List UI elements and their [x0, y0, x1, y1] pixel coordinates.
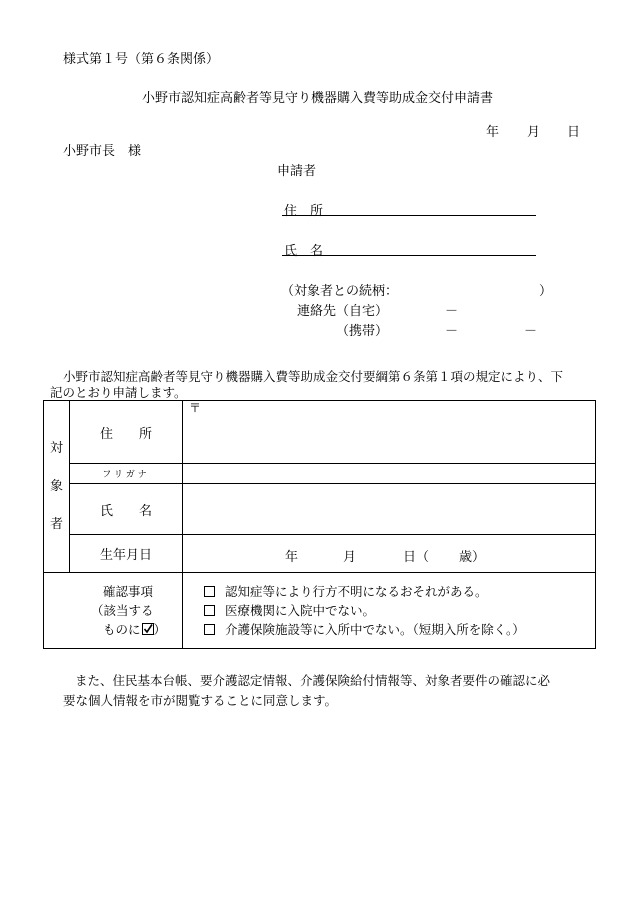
birth-day: 日（	[403, 550, 430, 565]
confirm-item-3-text: 介護保険施設等に入所中でない。（短期入所を除く。）	[225, 622, 525, 637]
date-month: 月	[527, 125, 541, 140]
contact-mobile-label: （携帯）	[336, 324, 389, 339]
contact-home-dash: －	[445, 304, 459, 319]
relation-label[interactable]: （対象者との続柄：	[281, 284, 399, 299]
confirm-label-line-3	[84, 620, 182, 639]
target-address-field[interactable]	[183, 401, 596, 464]
applicant-address-label[interactable]: 住 所	[284, 204, 324, 219]
consent-line-1: また、住民基本台帳、要介護認定情報、介護保険給付情報等、対象者要件の確認に必	[75, 673, 551, 688]
consent-line-2: 要な個人情報を市が閲覧することに同意します。	[63, 693, 338, 708]
birth-month: 月	[343, 550, 357, 565]
confirm-label	[44, 573, 183, 649]
target-name-field[interactable]	[183, 484, 596, 535]
confirm-label-line-1: 確認事項	[103, 584, 154, 599]
postal-mark: 〒	[189, 401, 202, 415]
document-title: 小野市認知症高齢者等見守り機器購入費等助成金交付申請書	[142, 91, 494, 106]
contact-mobile-dash-2: －	[524, 324, 538, 339]
applicant-heading: 申請者	[277, 164, 317, 179]
checked-box-icon	[142, 623, 154, 635]
target-person-label	[44, 401, 70, 573]
vertical-char-3: 者	[49, 516, 63, 532]
confirm-item-1[interactable]	[204, 582, 595, 601]
date-year: 年	[486, 125, 500, 140]
vertical-char-1: 対	[49, 440, 63, 456]
birth-date-field[interactable]	[183, 535, 596, 573]
birth-year: 年	[285, 550, 299, 565]
confirm-item-3[interactable]	[204, 620, 595, 639]
contact-home-label: 連絡先（自宅）	[297, 304, 389, 319]
birth-date-label: 生年月日	[70, 535, 183, 573]
confirm-item-2-text: 医療機関に入院中でない。	[225, 603, 376, 618]
birth-age: 歳）	[459, 550, 486, 565]
form-number: 様式第１号（第６条関係）	[63, 52, 220, 67]
confirm-item-1-text: 認知症等により行方不明になるおそれがある。	[225, 584, 488, 599]
furigana-field[interactable]	[183, 464, 596, 484]
confirm-items	[183, 573, 596, 649]
vertical-char-2: 象	[49, 478, 63, 494]
target-address-label: 住 所	[70, 401, 183, 464]
confirm-label-line-3-text: ものに	[103, 622, 141, 637]
confirm-label-line-2: （該当する	[91, 603, 154, 618]
checkbox-icon[interactable]	[204, 605, 215, 616]
contact-mobile-dash-1: －	[445, 324, 459, 339]
furigana-label: フリガナ	[70, 464, 183, 484]
date-day: 日	[567, 125, 581, 140]
target-person-table	[43, 400, 596, 649]
body-text-line-2: 記のとおり申請します。	[50, 385, 187, 400]
applicant-name-line[interactable]	[282, 255, 536, 256]
confirm-label-line-3-close: ）	[153, 622, 167, 637]
target-name-label: 氏 名	[70, 484, 183, 535]
confirm-item-2[interactable]	[204, 601, 595, 620]
body-text-line-1: 小野市認知症高齢者等見守り機器購入費等助成金交付要綱第６条第１項の規定により、下	[63, 369, 564, 384]
addressee: 小野市長 様	[63, 144, 142, 159]
checkbox-icon[interactable]	[204, 624, 215, 635]
checkbox-icon[interactable]	[204, 586, 215, 597]
applicant-address-line[interactable]	[282, 215, 536, 216]
relation-close: ）	[539, 284, 553, 299]
applicant-name-label[interactable]: 氏 名	[284, 244, 324, 259]
